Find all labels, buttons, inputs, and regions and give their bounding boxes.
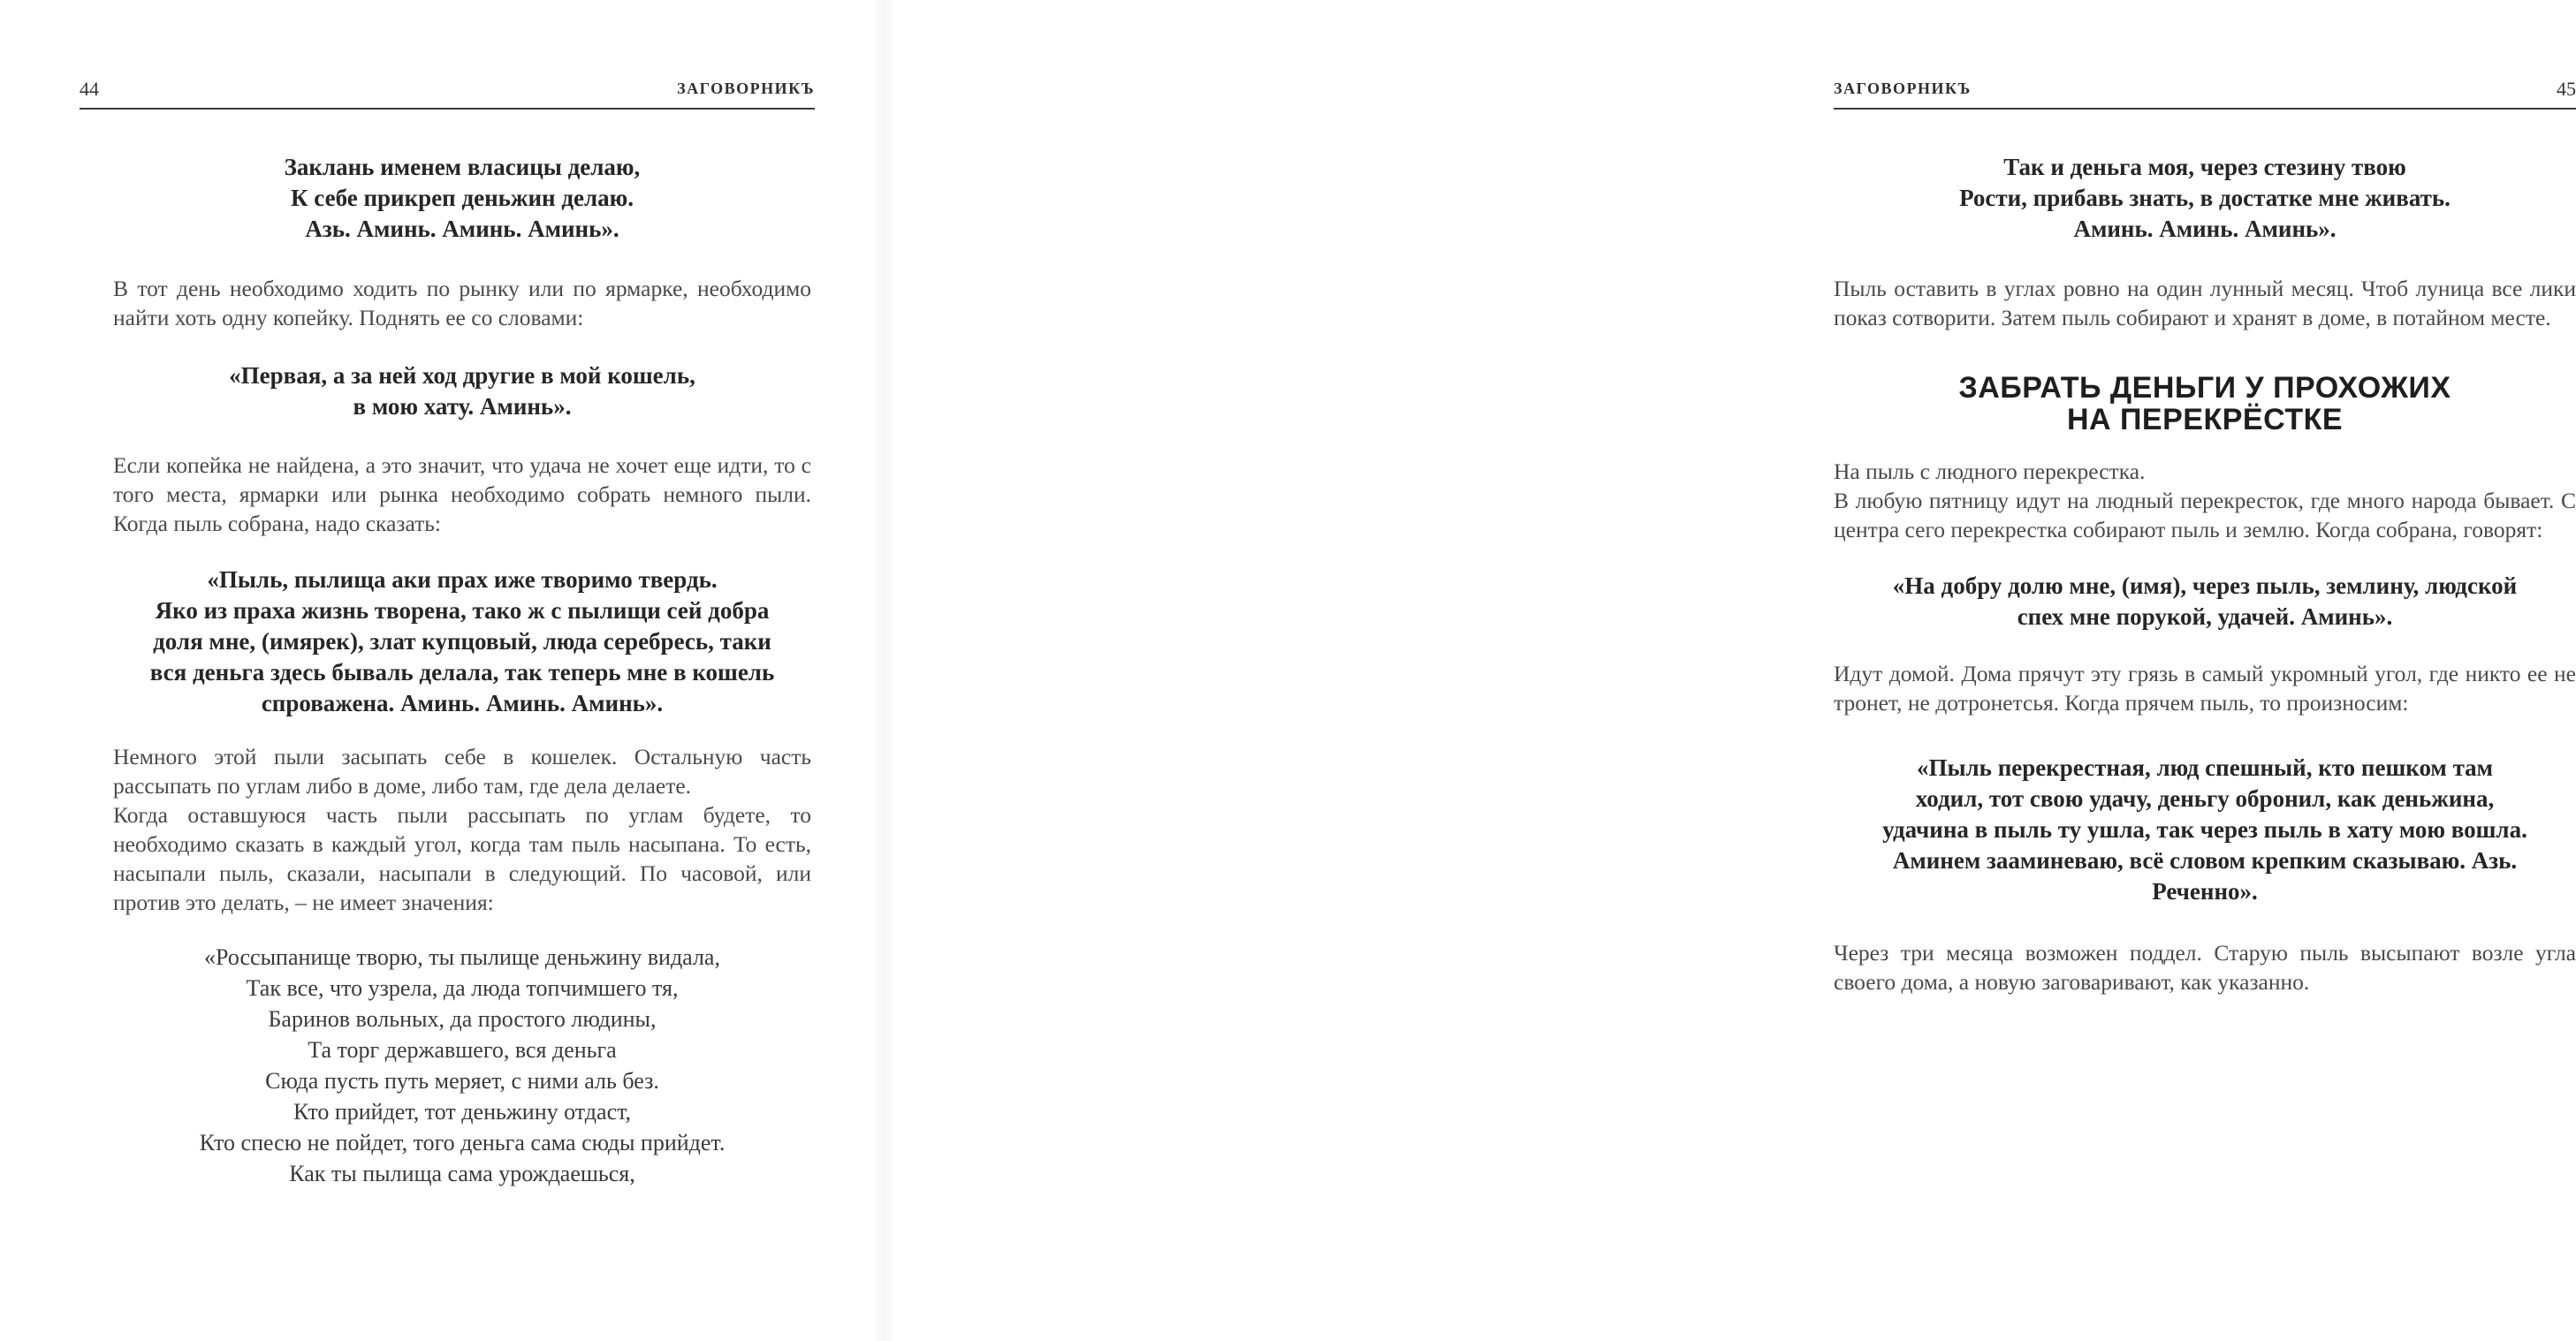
section-heading [1834,372,2576,436]
verse-line: спроважена. Аминь. Аминь. Аминь». [261,690,664,716]
verse-block [1834,571,2576,633]
verse-line: Реченно». [2152,878,2258,905]
running-head: ЗАГОВОРНИКЪ [1834,80,1972,97]
verse-block [1834,152,2576,245]
verse-line: Так все, что узрела, да люда топчимшего тя, [246,975,679,1001]
paragraph: Пыль оставить в углах ровно на один лунный месяц. Чтоб луница все лики показ сотворити. Затем пыль собирают и хранят в доме, в потайном месте. [1834,276,2576,330]
heading-line: ЗАБРАТЬ ДЕНЬГИ У ПРОХОЖИХ [1958,371,2451,405]
verse-line: Азь. Аминь. Аминь. Аминь». [305,216,619,242]
verse-line: Рости, прибавь знать, в достатке мне живать. [1959,185,2451,211]
paragraph: Через три месяца возможен поддел. Старую пыль высыпают возле угла своего дома, а новую заговаривают, как указанно. [1834,940,2576,995]
verse-line: в мою хату. Аминь». [353,393,572,420]
paragraph: Немного этой пыли засыпать себе в кошелек. Остальную часть рассыпать по углам либо в доме, либо там, где дела делаете. [113,744,811,799]
verse-line: «Россыпанище творю, ты пылище деньжину видала, [204,944,720,970]
verse-line: Баринов вольных, да простого людины, [268,1006,657,1032]
verse-block [113,564,811,719]
page-number: 45 [2557,78,2576,100]
paragraph: В любую пятницу идут на людный перекресток, где много народа бывает. С центра сего перекрестка собирают пыль и землю. Когда собрана, говорят: [1834,488,2576,542]
left-page-header [80,78,815,110]
verse-line: Как ты пылища сама урождаешься, [289,1161,635,1186]
verse-line: Так и деньга моя, через стезину твою [2003,154,2406,180]
right-page-header [1834,78,2576,110]
verse-line: Яко из праха жизнь творена, тако ж с пылищи сей добра [155,597,770,624]
verse-line: Сюда пусть путь меряет, с ними аль без. [265,1068,659,1094]
right-page [884,0,2576,1341]
left-page-text [113,152,811,1189]
right-page-text [1834,152,2576,996]
paragraph: Идут домой. Дома прячут эту грязь в самый укромный угол, где никто ее не тронет, не дотронетсья. Когда прячем пыль, то произносим: [1834,661,2576,716]
verse-line: спех мне порукой, удачей. Аминь». [2017,603,2393,630]
verse-block [113,360,811,422]
verse-block [113,152,811,245]
verse-line: Аминем зааминеваю, всё словом крепким сказываю. Азь. [1892,847,2518,874]
paragraph: В тот день необходимо ходить по рынку или по ярмарке, необходимо найти хоть одну копейку. Поднять ее со словами: [113,276,811,330]
paragraph: На пыль с людного перекрестка. [1834,458,2146,484]
verse-line: Та торг державшего, вся деньга [308,1037,617,1063]
verse-line: Заклань именем власицы делаю, [284,154,641,180]
verse-line: вся деньга здесь бываль делала, так теперь мне в кошель [149,659,775,686]
verse-line: «Пыль перекрестная, люд спешный, кто пешком там [1916,754,2494,781]
verse-line: доля мне, (имярек), злат купцовый, люда серебресь, таки [153,628,771,655]
verse-line: Аминь. Аминь. Аминь». [2073,216,2337,242]
running-head: ЗАГОВОРНИКЪ [677,80,815,97]
verse-line: «На добру долю мне, (имя), через пыль, землину, людской [1892,572,2518,599]
heading-line: НА ПЕРЕКРЁСТКЕ [2066,403,2344,436]
verse-line: «Первая, а за ней ход другие в мой кошель, [229,362,695,389]
header-rule [1834,108,2576,110]
verse-block [1834,753,2576,907]
page-number: 44 [80,78,99,100]
verse-line: удачина в пыль ту ушла, так через пыль в хату мою вошла. [1882,816,2527,843]
paragraph: Когда оставшуюся часть пыли рассыпать по углам будете, то необходимо сказать в каждый угол, когда там пыль насыпана. То есть, насыпали пыль, сказали, насыпали в следующий. По часовой, или против это делать, – не имеет значения: [113,802,811,915]
verse-line: ходил, тот свою удачу, деньгу обронил, как деньжина, [1915,785,2495,812]
paragraph: Если копейка не найдена, а это значит, что удача не хочет еще идти, то с того места, ярмарки или рынка необходимо собрать немного пыли. Когда пыль собрана, надо сказать: [113,452,811,536]
verse-line: Кто спесю не пойдет, того деньга сама сюды прийдет. [199,1130,726,1155]
verse-line: Кто прийдет, тот деньжину отдаст, [293,1099,632,1125]
verse-block [113,942,811,1189]
left-page [0,0,884,1341]
header-rule [80,108,815,110]
verse-line: «Пыль, пылища аки прах иже творимо твердь. [207,566,718,593]
verse-line: К себе прикреп деньжин делаю. [290,185,635,211]
